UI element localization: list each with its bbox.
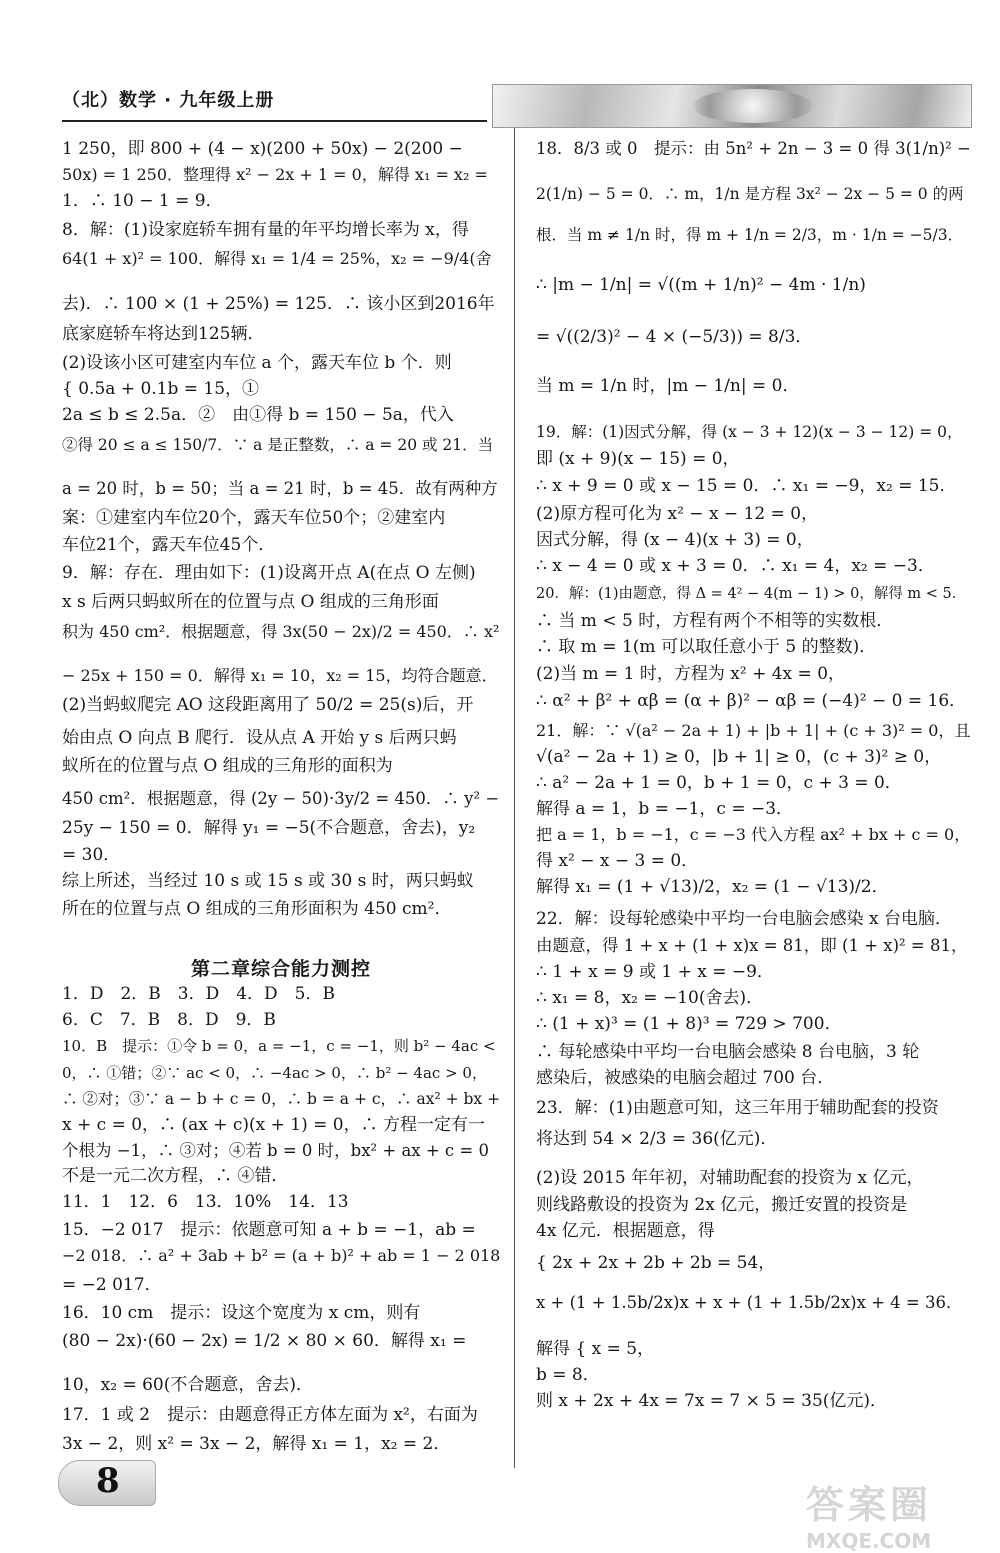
text-line: 积为 450 cm²．根据题意，得 3x(50 − 2x)/2 = 450．∴ x² (62, 622, 500, 641)
text-line: 2a ≤ b ≤ 2.5a．② 由①得 b = 150 − 5a，代入 (62, 405, 454, 425)
text-line: 感染后，被感染的电脑会超过 700 台． (536, 1068, 835, 1088)
text-line: 11．1 12．6 13．10% 14．13 (62, 1192, 349, 1212)
text-line: 解得 a = 1，b = −1，c = −3． (536, 799, 794, 819)
text-line: 将达到 54 × 2/3 = 36(亿元)． (536, 1129, 778, 1149)
text-line: ②得 20 ≤ a ≤ 150/7．∵ a 是正整数，∴ a = 20 或 21．当 (62, 436, 494, 454)
column-divider (514, 128, 515, 1468)
text-line: (2)设该小区可建室内车位 a 个，露天车位 b 个．则 (62, 353, 452, 373)
text-line: ∴ (1 + x)³ = (1 + 8)³ = 729 > 700． (536, 1014, 842, 1034)
text-line: 个根为 −1，∴ ③对；④若 b = 0 时，bx² + ax + c = 0 (62, 1141, 489, 1160)
text-line: 20．解：(1)由题意，得 Δ = 4² − 4(m − 1) > 0，解得 m < 5． (536, 586, 967, 602)
text-line: ∴ ②对；③∵ a − b + c = 0，∴ b = a + c，∴ ax² + bx + (62, 1090, 501, 1108)
text-line: 底家庭轿车将达到125辆． (62, 324, 265, 344)
text-line: ∴ 当 m < 5 时，方程有两个不相等的实数根． (536, 611, 894, 631)
text-line: (80 − 2x)·(60 − 2x) = 1/2 × 80 × 60．解得 x₁ = (62, 1331, 467, 1351)
chapter-title: 第二章综合能力测控 (190, 958, 371, 980)
header-title: （北）数学 · 九年级上册 (62, 90, 275, 111)
text-line: 450 cm²．根据题意，得 (2y − 50)·3y/2 = 450．∴ y² − (62, 789, 500, 808)
text-line: 9．解：存在．理由如下：(1)设离开点 A(在点 O 左侧) (62, 563, 476, 583)
text-line: 把 a = 1，b = −1，c = −3 代入方程 ax² + bx + c = 0， (536, 825, 971, 844)
text-line: 由题意，得 1 + x + (1 + x)x = 81，即 (1 + x)² = 81， (536, 936, 968, 955)
text-line: ∴ x₁ = 8，x₂ = −10(舍去)． (536, 988, 764, 1008)
text-line: ∴ |m − 1/n| = √((m + 1/n)² − 4m · 1/n) (536, 275, 866, 295)
text-line: 始由点 O 向点 B 爬行．设从点 A 开始 y s 后两只蚂 (62, 728, 457, 748)
text-line: 0，∴ ①错；②∵ ac < 0，∴ −4ac > 0，∴ b² − 4ac > 0， (62, 1064, 487, 1082)
text-line: − 25x + 150 = 0．解得 x₁ = 10，x₂ = 15，均符合题意． (62, 666, 498, 685)
text-line: (2)当蚂蚁爬完 AO 这段距离用了 50/2 = 25(s)后，开 (62, 695, 474, 715)
header-banner-image (492, 84, 972, 128)
text-line: 1．D 2．B 3．D 4．D 5．B (62, 984, 335, 1004)
text-line: √(a² − 2a + 1) ≥ 0，|b + 1| ≥ 0，(c + 3)² ≥ 0， (536, 747, 942, 767)
text-line: (2)原方程可化为 x² − x − 12 = 0， (536, 504, 819, 524)
text-line: { 0.5a + 0.1b = 15，① (62, 379, 260, 399)
text-line: 1．∴ 10 − 1 = 9． (62, 191, 223, 211)
text-line: 64(1 + x)² = 100．解得 x₁ = 1/4 = 25%，x₂ = −9/4(舍 (62, 249, 492, 268)
text-line: 10，x₂ = 60(不合题意，舍去)． (62, 1375, 313, 1395)
text-line: 解得 x₁ = (1 + √13)/2，x₂ = (1 − √13)/2． (536, 877, 889, 897)
text-line: 案：①建室内车位20个，露天车位50个；②建室内 (62, 508, 446, 528)
text-line: 所在的位置与点 O 组成的三角形面积为 450 cm²． (62, 899, 452, 919)
text-line: ∴ x + 9 = 0 或 x − 15 = 0．∴ x₁ = −9，x₂ = 15． (536, 476, 957, 496)
text-line: 根．当 m ≠ 1/n 时，得 m + 1/n = 2/3，m · 1/n = −5/3． (536, 226, 964, 244)
watermark-url: MXQE.COM (806, 1529, 932, 1553)
text-line: 10．B 提示：①令 b = 0，a = −1，c = −1，则 b² − 4ac < (62, 1037, 496, 1055)
text-line: = √((2/3)² − 4 × (−5/3)) = 8/3． (536, 327, 813, 347)
text-line: 8．解：(1)设家庭轿车拥有量的年平均增长率为 x，得 (62, 220, 469, 240)
text-line: 15．−2 017 提示：依题意可知 a + b = −1，ab = (62, 1220, 476, 1240)
text-line: 解得 { x = 5， (536, 1339, 655, 1359)
text-line: 当 m = 1/n 时，|m − 1/n| = 0． (536, 376, 800, 396)
text-line: 16．10 cm 提示：设这个宽度为 x cm，则有 (62, 1303, 421, 1323)
watermark-logo: 答案圈 (806, 1483, 933, 1527)
text-line: 17．1 或 2 提示：由题意得正方体左面为 x²，右面为 (62, 1405, 478, 1425)
text-line: ∴ 取 m = 1(m 可以取任意小于 5 的整数)． (536, 637, 877, 657)
text-line: x + c = 0，∴ (ax + c)(x + 1) = 0，∴ 方程一定有一 (62, 1115, 485, 1135)
text-line: ∴ x − 4 = 0 或 x + 3 = 0．∴ x₁ = 4，x₂ = −3． (536, 556, 935, 576)
text-line: (2)当 m = 1 时，方程为 x² + 4x = 0， (536, 664, 846, 684)
text-line: 22．解：设每轮感染中平均一台电脑会感染 x 台电脑． (536, 909, 953, 929)
text-line: x + (1 + 1.5b/2x)x + x + (1 + 1.5b/2x)x + 4 = 36． (536, 1293, 963, 1312)
text-line: = −2 017． (62, 1275, 162, 1295)
text-line: 则 x + 2x + 4x = 7x = 7 × 5 = 35(亿元)． (536, 1391, 888, 1411)
text-line: 19．解：(1)因式分解，得 (x − 3 + 12)(x − 3 − 12) = 0， (536, 423, 963, 441)
text-line: { 2x + 2x + 2b + 2b = 54， (536, 1253, 776, 1273)
text-line: 得 x² − x − 3 = 0． (536, 851, 699, 871)
text-line: b = 8． (536, 1365, 600, 1385)
text-line: x s 后两只蚂蚁所在的位置与点 O 组成的三角形面 (62, 592, 439, 612)
text-line: ∴ α² + β² + αβ = (α + β)² − αβ = (−4)² − 0 = 16． (536, 691, 967, 711)
text-line: 则线路敷设的投资为 2x 亿元，搬迁安置的投资是 (536, 1195, 908, 1215)
text-line: 23．解：(1)由题意可知，这三年用于辅助配套的投资 (536, 1098, 939, 1118)
watermark (806, 1474, 986, 1553)
text-line: 3x − 2，则 x² = 3x − 2，解得 x₁ = 1，x₂ = 2． (62, 1434, 451, 1454)
text-line: 即 (x + 9)(x − 15) = 0， (536, 449, 740, 469)
text-line: ∴ 1 + x = 9 或 1 + x = −9． (536, 962, 774, 982)
text-line: 因式分解，得 (x − 4)(x + 3) = 0， (536, 530, 814, 550)
page-number: 8 (96, 1461, 120, 1501)
header-rule (62, 120, 487, 122)
text-line: 去)．∴ 100 × (1 + 25%) = 125．∴ 该小区到2016年 (62, 294, 495, 314)
text-line: 18．8/3 或 0 提示：由 5n² + 2n − 3 = 0 得 3(1/n)² − (536, 139, 971, 158)
text-line: 不是一元二次方程，∴ ④错． (62, 1166, 289, 1186)
text-line: 6．C 7．B 8．D 9．B (62, 1010, 276, 1030)
text-line: 综上所述，当经过 10 s 或 15 s 或 30 s 时，两只蚂蚁 (62, 871, 474, 891)
text-line: (2)设 2015 年年初，对辅助配套的投资为 x 亿元， (536, 1168, 924, 1188)
text-line: 21．解：∵ √(a² − 2a + 1) + |b + 1| + (c + 3)² = 0，且 (536, 721, 971, 740)
text-line: ∴ 每轮感染中平均一台电脑会感染 8 台电脑，3 轮 (536, 1042, 920, 1062)
text-line: −2 018．∴ a² + 3ab + b² = (a + b)² + ab = 1 − 2 018 (62, 1246, 501, 1265)
text-line: a = 20 时，b = 50；当 a = 21 时，b = 45．故有两种方 (62, 479, 498, 498)
text-line: 2(1/n) − 5 = 0．∴ m，1/n 是方程 3x² − 2x − 5 = 0 的两 (536, 185, 964, 203)
text-line: 车位21个，露天车位45个． (62, 535, 276, 555)
text-line: 1 250，即 800 + (4 − x)(200 + 50x) − 2(200 − (62, 139, 463, 159)
text-line: 25y − 150 = 0．解得 y₁ = −5(不合题意，舍去)，y₂ (62, 818, 476, 838)
text-line: = 30． (62, 845, 121, 865)
text-line: ∴ a² − 2a + 1 = 0，b + 1 = 0，c + 3 = 0． (536, 773, 902, 793)
text-line: 50x) = 1 250．整理得 x² − 2x + 1 = 0，解得 x₁ = x₂ = (62, 165, 488, 184)
text-line: 蚁所在的位置与点 O 组成的三角形的面积为 (62, 756, 393, 776)
text-line: 4x 亿元．根据题意，得 (536, 1221, 715, 1241)
